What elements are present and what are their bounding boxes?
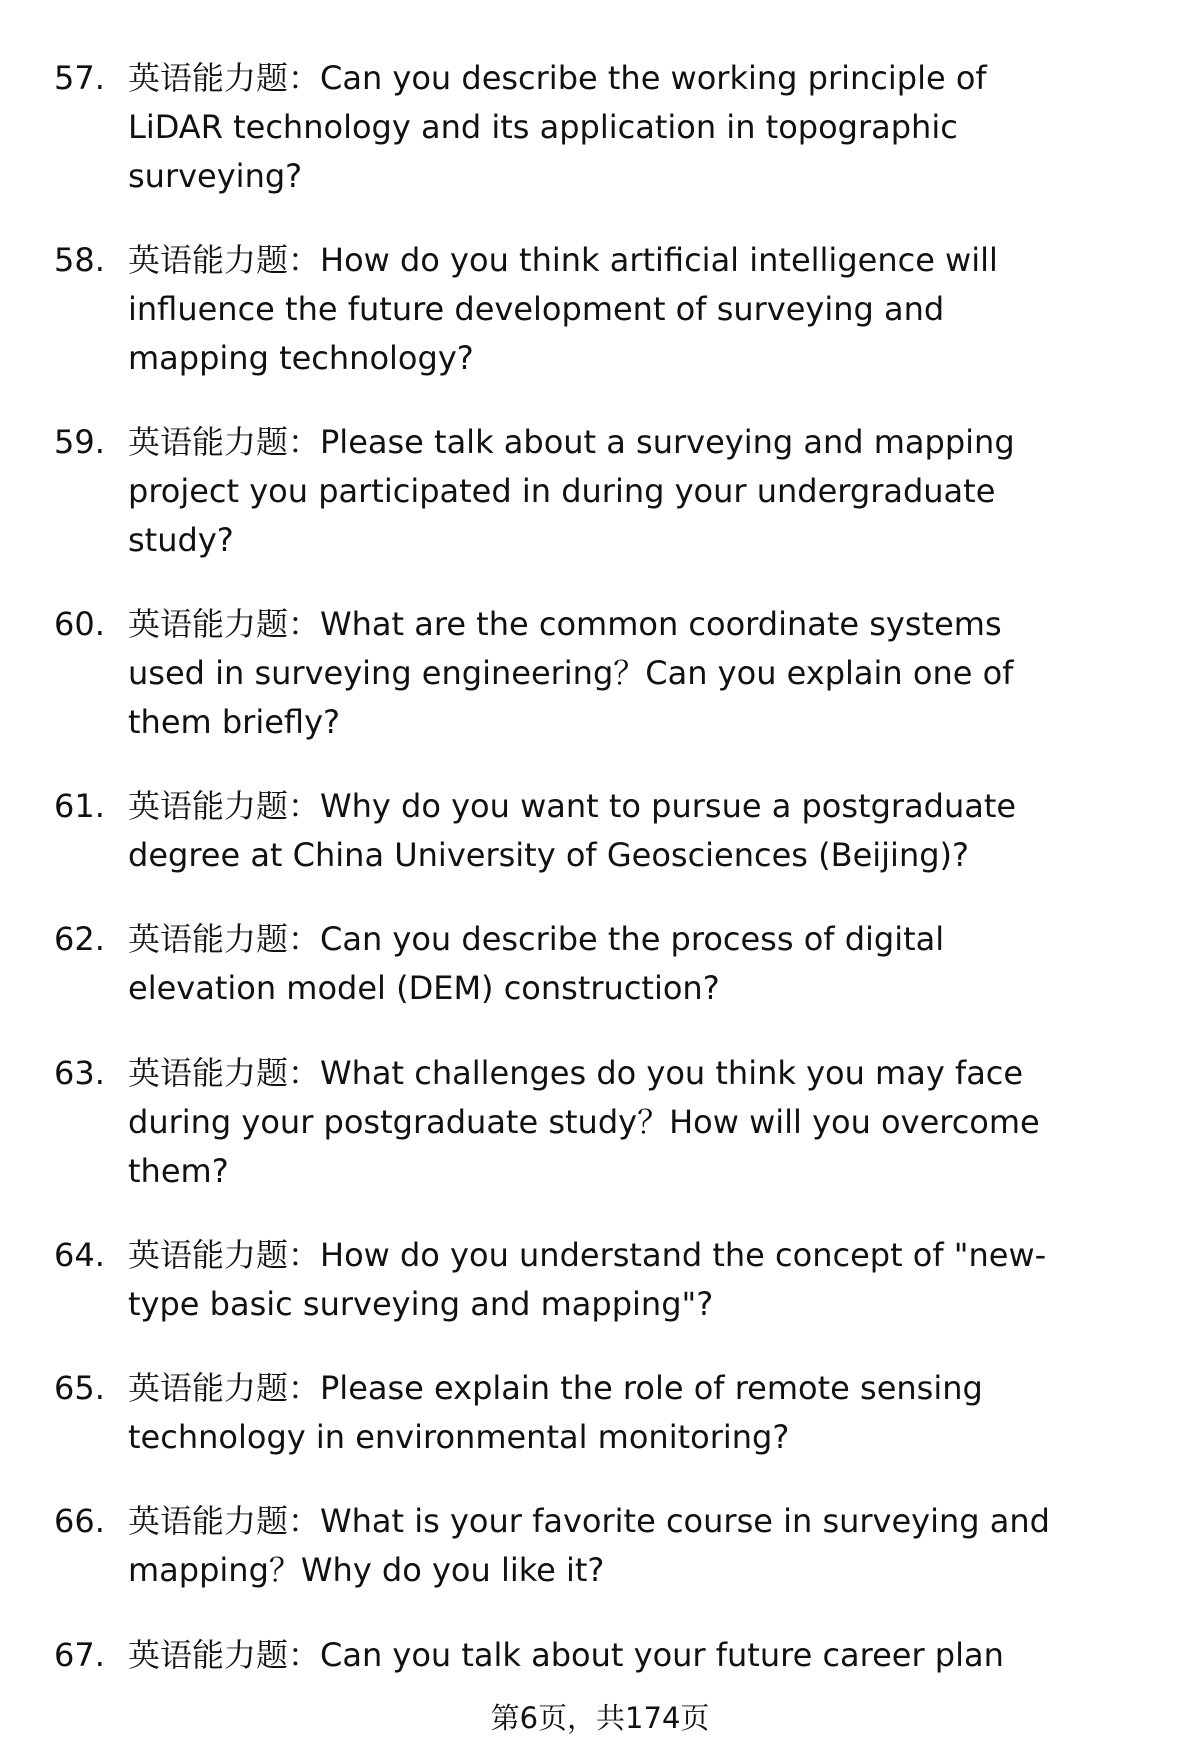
question-line: used in surveying engineering？Can you explain one of — [128, 654, 1014, 692]
question-number: 63. — [54, 1054, 105, 1092]
question-line: 英语能力题：Please explain the role of remote sensing — [128, 1369, 983, 1407]
question-line: technology in environmental monitoring? — [128, 1418, 790, 1456]
question-line: during your postgraduate study？How will you overcome — [128, 1103, 1040, 1141]
question-line: LiDAR technology and its application in topographic — [128, 108, 958, 146]
question-text — [128, 782, 1016, 880]
question-line: 英语能力题：Can you talk about your future career plan — [128, 1636, 1004, 1674]
question-text — [128, 1231, 1046, 1329]
question-number: 58. — [54, 241, 105, 279]
question-number: 59. — [54, 423, 105, 461]
question-line: 英语能力题：Can you describe the process of digital — [128, 920, 945, 958]
question-line: mapping technology? — [128, 339, 474, 377]
question-text — [128, 915, 944, 1013]
question-line: mapping？Why do you like it? — [128, 1551, 605, 1589]
question-text — [128, 1631, 1004, 1680]
question-number: 57. — [54, 59, 105, 97]
question-line: study? — [128, 521, 234, 559]
question-text — [128, 236, 998, 383]
question-text — [128, 1049, 1040, 1196]
question-line: them briefly? — [128, 703, 340, 741]
question-line: 英语能力题：How do you understand the concept of "new- — [128, 1236, 1047, 1274]
question-line: them? — [128, 1152, 229, 1190]
question-text — [128, 600, 1013, 747]
question-number: 60. — [54, 605, 105, 643]
question-line: project you participated in during your undergraduate — [128, 472, 996, 510]
question-number: 62. — [54, 920, 105, 958]
question-line: elevation model (DEM) construction? — [128, 969, 720, 1007]
question-number: 65. — [54, 1369, 105, 1407]
question-line: 英语能力题：What challenges do you think you may face — [128, 1054, 1024, 1092]
question-number: 66. — [54, 1502, 105, 1540]
question-number: 67. — [54, 1636, 105, 1674]
question-line: degree at China University of Geosciences (Beijing)? — [128, 836, 969, 874]
question-text — [128, 1497, 1050, 1595]
question-line: surveying? — [128, 157, 303, 195]
question-line: 英语能力题：Please talk about a surveying and mapping — [128, 423, 1015, 461]
question-line: 英语能力题：How do you think artificial intelligence will — [128, 241, 998, 279]
question-text — [128, 418, 1015, 565]
question-line: 英语能力题：Can you describe the working principle of — [128, 59, 987, 97]
question-line: 英语能力题：What is your favorite course in surveying and — [128, 1502, 1050, 1540]
question-number: 64. — [54, 1236, 105, 1274]
question-line: type basic surveying and mapping"? — [128, 1285, 714, 1323]
question-text — [128, 54, 987, 201]
question-number: 61. — [54, 787, 105, 825]
question-line: 英语能力题：What are the common coordinate systems — [128, 605, 1002, 643]
question-text — [128, 1364, 983, 1462]
question-line: influence the future development of surveying and — [128, 290, 945, 328]
question-line: 英语能力题：Why do you want to pursue a postgraduate — [128, 787, 1017, 825]
page-footer: 第6页，共174页 — [490, 1701, 710, 1735]
